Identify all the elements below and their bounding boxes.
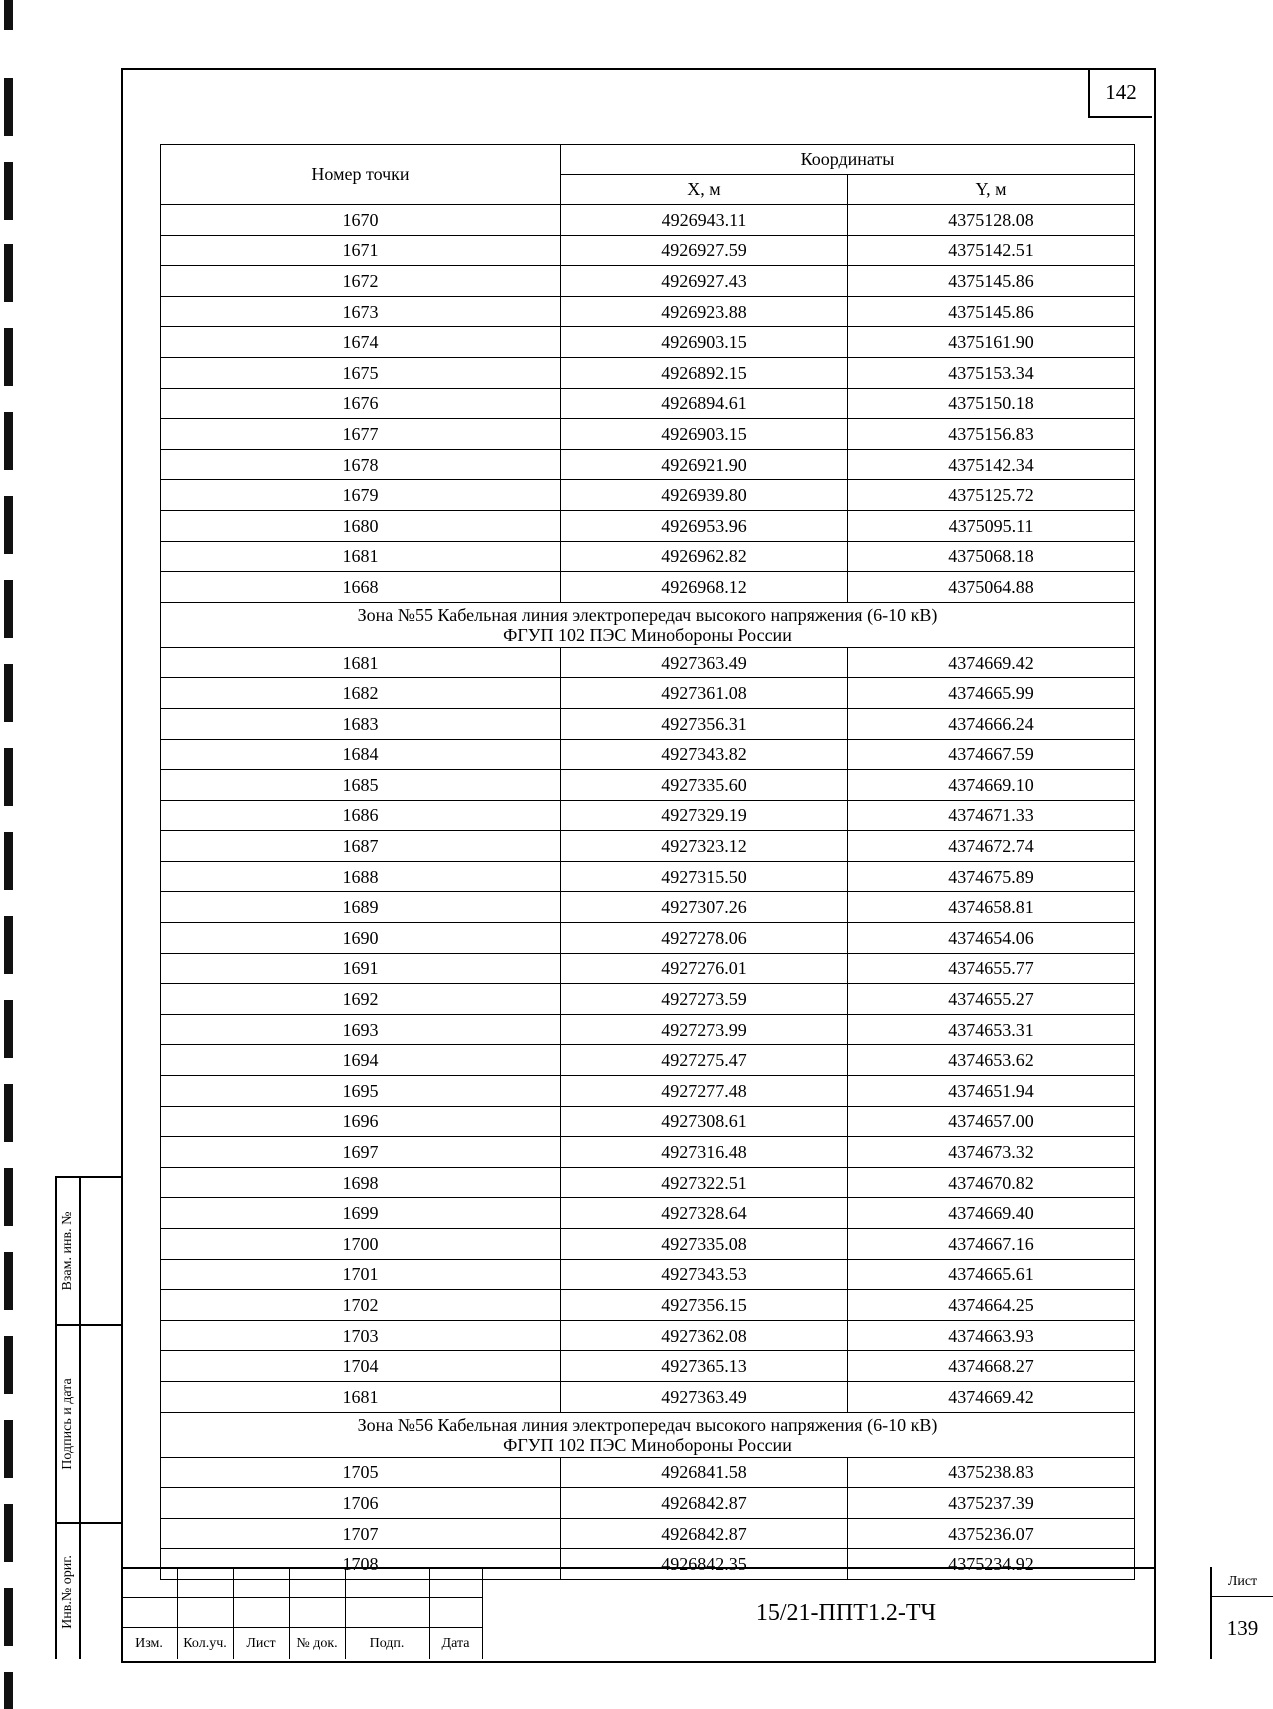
table-row (161, 831, 1135, 862)
table-row (161, 541, 1135, 572)
table-row (161, 770, 1135, 801)
point-number-cell: 1688 (161, 861, 561, 892)
y-coordinate-cell: 4374669.40 (848, 1198, 1135, 1229)
y-coordinate-cell: 4375236.07 (848, 1518, 1135, 1549)
side-stamp (55, 1176, 121, 1659)
x-coordinate-cell: 4927343.82 (561, 739, 848, 770)
table-row (161, 1137, 1135, 1168)
table-row (161, 235, 1135, 266)
y-coordinate-cell: 4374653.62 (848, 1045, 1135, 1076)
x-coordinate-cell: 4926927.43 (561, 266, 848, 297)
point-number-cell: 1699 (161, 1198, 561, 1229)
y-coordinate-cell: 4375068.18 (848, 541, 1135, 572)
table-row (161, 1076, 1135, 1107)
side-row-vzam (57, 1178, 121, 1326)
y-coordinate-cell: 4374665.61 (848, 1259, 1135, 1290)
x-coordinate-cell: 4926903.15 (561, 327, 848, 358)
y-coordinate-cell: 4374675.89 (848, 861, 1135, 892)
table-row (161, 266, 1135, 297)
y-coordinate-cell: 4375145.86 (848, 266, 1135, 297)
point-number-cell: 1698 (161, 1167, 561, 1198)
y-coordinate-cell: 4374657.00 (848, 1106, 1135, 1137)
point-number-cell: 1689 (161, 892, 561, 923)
y-coordinate-cell: 4375156.83 (848, 419, 1135, 450)
stamp-list: Лист (246, 1636, 276, 1651)
point-number-cell: 1677 (161, 419, 561, 450)
x-coordinate-cell: 4927276.01 (561, 953, 848, 984)
y-coordinate-cell: 4374658.81 (848, 892, 1135, 923)
point-number-cell: 1701 (161, 1259, 561, 1290)
y-coordinate-cell: 4375142.34 (848, 449, 1135, 480)
header-y: Y, м (848, 175, 1135, 205)
table-row (161, 1457, 1135, 1488)
x-coordinate-cell: 4927329.19 (561, 800, 848, 831)
zone-title-line2: ФГУП 102 ПЭС Минобороны России (503, 1434, 792, 1455)
x-coordinate-cell: 4927335.60 (561, 770, 848, 801)
y-coordinate-cell: 4374663.93 (848, 1320, 1135, 1351)
x-coordinate-cell: 4926953.96 (561, 510, 848, 541)
table-row (161, 678, 1135, 709)
x-coordinate-cell: 4927316.48 (561, 1137, 848, 1168)
side-label-podpis: Подпись и дата (60, 1378, 75, 1470)
y-coordinate-cell: 4375095.11 (848, 510, 1135, 541)
point-number-cell: 1686 (161, 800, 561, 831)
table-row (161, 1014, 1135, 1045)
side-row-inv (57, 1524, 121, 1659)
table-row (161, 1290, 1135, 1321)
table-row (161, 388, 1135, 419)
point-number-cell: 1705 (161, 1457, 561, 1488)
side-row-podpis (57, 1326, 121, 1524)
table-row (161, 1045, 1135, 1076)
point-number-cell: 1678 (161, 449, 561, 480)
x-coordinate-cell: 4926962.82 (561, 541, 848, 572)
y-coordinate-cell: 4375142.51 (848, 235, 1135, 266)
point-number-cell: 1696 (161, 1106, 561, 1137)
stamp-kol-uch: Кол.уч. (183, 1636, 227, 1651)
table-row (161, 357, 1135, 388)
table-row (161, 708, 1135, 739)
x-coordinate-cell: 4926968.12 (561, 572, 848, 603)
x-coordinate-cell: 4926842.87 (561, 1488, 848, 1519)
point-number-cell: 1687 (161, 831, 561, 862)
x-coordinate-cell: 4927273.59 (561, 984, 848, 1015)
table-row (161, 1320, 1135, 1351)
y-coordinate-cell: 4375128.08 (848, 205, 1135, 236)
table-row (161, 1229, 1135, 1260)
y-coordinate-cell: 4374673.32 (848, 1137, 1135, 1168)
table-row (161, 480, 1135, 511)
point-number-cell: 1683 (161, 708, 561, 739)
x-coordinate-cell: 4926841.58 (561, 1457, 848, 1488)
y-coordinate-cell: 4374664.25 (848, 1290, 1135, 1321)
sheet-box (1210, 1567, 1273, 1659)
zone-row (161, 1412, 1135, 1457)
point-number-cell: 1695 (161, 1076, 561, 1107)
point-number-cell: 1681 (161, 647, 561, 678)
x-coordinate-cell: 4927361.08 (561, 678, 848, 709)
y-coordinate-cell: 4375237.39 (848, 1488, 1135, 1519)
x-coordinate-cell: 4927322.51 (561, 1167, 848, 1198)
x-coordinate-cell: 4927362.08 (561, 1320, 848, 1351)
point-number-cell: 1690 (161, 923, 561, 954)
x-coordinate-cell: 4927315.50 (561, 861, 848, 892)
sheet-label: Лист (1212, 1567, 1273, 1597)
point-number-cell: 1704 (161, 1351, 561, 1382)
header-coordinates: Координаты (561, 145, 1135, 175)
point-number-cell: 1674 (161, 327, 561, 358)
x-coordinate-cell: 4927335.08 (561, 1229, 848, 1260)
x-coordinate-cell: 4926842.35 (561, 1549, 848, 1580)
point-number-cell: 1681 (161, 1381, 561, 1412)
y-coordinate-cell: 4374654.06 (848, 923, 1135, 954)
y-coordinate-cell: 4375234.92 (848, 1549, 1135, 1580)
y-coordinate-cell: 4374655.27 (848, 984, 1135, 1015)
table-row (161, 1167, 1135, 1198)
point-number-cell: 1707 (161, 1518, 561, 1549)
x-coordinate-cell: 4926921.90 (561, 449, 848, 480)
table-row (161, 205, 1135, 236)
side-label-vzam: Взам. инв. № (60, 1211, 75, 1291)
x-coordinate-cell: 4927275.47 (561, 1045, 848, 1076)
x-coordinate-cell: 4927308.61 (561, 1106, 848, 1137)
zone-title (161, 1412, 1135, 1457)
x-coordinate-cell: 4926927.59 (561, 235, 848, 266)
x-coordinate-cell: 4926923.88 (561, 296, 848, 327)
point-number-cell: 1703 (161, 1320, 561, 1351)
x-coordinate-cell: 4927323.12 (561, 831, 848, 862)
point-number-cell: 1675 (161, 357, 561, 388)
table-row (161, 953, 1135, 984)
point-number-cell: 1693 (161, 1014, 561, 1045)
x-coordinate-cell: 4927307.26 (561, 892, 848, 923)
document-code: 15/21-ППТ1.2-ТЧ (755, 1599, 937, 1626)
x-coordinate-cell: 4926842.87 (561, 1518, 848, 1549)
y-coordinate-cell: 4375150.18 (848, 388, 1135, 419)
point-number-cell: 1676 (161, 388, 561, 419)
y-coordinate-cell: 4374669.10 (848, 770, 1135, 801)
point-number-cell: 1706 (161, 1488, 561, 1519)
point-number-cell: 1697 (161, 1137, 561, 1168)
y-coordinate-cell: 4374668.27 (848, 1351, 1135, 1382)
point-number-cell: 1673 (161, 296, 561, 327)
point-number-cell: 1684 (161, 739, 561, 770)
y-coordinate-cell: 4374665.99 (848, 678, 1135, 709)
y-coordinate-cell: 4375064.88 (848, 572, 1135, 603)
table-row (161, 1351, 1135, 1382)
zone-title-line2: ФГУП 102 ПЭС Минобороны России (503, 624, 792, 645)
table-row (161, 1106, 1135, 1137)
stamp-data: Дата (441, 1636, 470, 1651)
x-coordinate-cell: 4927363.49 (561, 1381, 848, 1412)
point-number-cell: 1681 (161, 541, 561, 572)
point-number-cell: 1670 (161, 205, 561, 236)
y-coordinate-cell: 4374670.82 (848, 1167, 1135, 1198)
point-number-cell: 1694 (161, 1045, 561, 1076)
point-number-cell: 1679 (161, 480, 561, 511)
title-block (121, 1567, 1259, 1659)
table-row (161, 739, 1135, 770)
zone-row (161, 602, 1135, 647)
y-coordinate-cell: 4374669.42 (848, 647, 1135, 678)
y-coordinate-cell: 4375125.72 (848, 480, 1135, 511)
x-coordinate-cell: 4926943.11 (561, 205, 848, 236)
x-coordinate-cell: 4927277.48 (561, 1076, 848, 1107)
stamp-izm: Изм. (135, 1636, 163, 1651)
stamp-n-dok: № док. (296, 1636, 338, 1651)
x-coordinate-cell: 4927356.15 (561, 1290, 848, 1321)
table-row (161, 449, 1135, 480)
x-coordinate-cell: 4927273.99 (561, 1014, 848, 1045)
y-coordinate-cell: 4374651.94 (848, 1076, 1135, 1107)
y-coordinate-cell: 4375161.90 (848, 327, 1135, 358)
point-number-cell: 1692 (161, 984, 561, 1015)
table-row (161, 510, 1135, 541)
header-x: X, м (561, 175, 848, 205)
y-coordinate-cell: 4374672.74 (848, 831, 1135, 862)
point-number-cell: 1680 (161, 510, 561, 541)
point-number-cell: 1668 (161, 572, 561, 603)
table-row (161, 572, 1135, 603)
table-row (161, 923, 1135, 954)
zone-title-line1: Зона №55 Кабельная линия электропередач высокого напряжения (6-10 кВ) (357, 604, 938, 625)
table-row (161, 419, 1135, 450)
x-coordinate-cell: 4927343.53 (561, 1259, 848, 1290)
point-number-cell: 1708 (161, 1549, 561, 1580)
y-coordinate-cell: 4375238.83 (848, 1457, 1135, 1488)
x-coordinate-cell: 4926892.15 (561, 357, 848, 388)
y-coordinate-cell: 4374653.31 (848, 1014, 1135, 1045)
x-coordinate-cell: 4927356.31 (561, 708, 848, 739)
x-coordinate-cell: 4927365.13 (561, 1351, 848, 1382)
table-row (161, 296, 1135, 327)
point-number-cell: 1672 (161, 266, 561, 297)
y-coordinate-cell: 4375153.34 (848, 357, 1135, 388)
y-coordinate-cell: 4374671.33 (848, 800, 1135, 831)
sheet-number: 139 (1226, 1615, 1259, 1640)
header-point-number: Номер точки (161, 145, 561, 205)
y-coordinate-cell: 4374655.77 (848, 953, 1135, 984)
x-coordinate-cell: 4926903.15 (561, 419, 848, 450)
table-row (161, 861, 1135, 892)
x-coordinate-cell: 4926894.61 (561, 388, 848, 419)
zone-title (161, 602, 1135, 647)
point-number-cell: 1671 (161, 235, 561, 266)
table-row (161, 1198, 1135, 1229)
coordinates-table (160, 144, 1135, 1580)
y-coordinate-cell: 4374666.24 (848, 708, 1135, 739)
x-coordinate-cell: 4927363.49 (561, 647, 848, 678)
table-row (161, 1259, 1135, 1290)
y-coordinate-cell: 4374667.16 (848, 1229, 1135, 1260)
x-coordinate-cell: 4927278.06 (561, 923, 848, 954)
y-coordinate-cell: 4375145.86 (848, 296, 1135, 327)
y-coordinate-cell: 4374667.59 (848, 739, 1135, 770)
side-label-inv: Инв.№ ориг. (60, 1554, 75, 1629)
table-row (161, 1518, 1135, 1549)
table-row (161, 327, 1135, 358)
x-coordinate-cell: 4927328.64 (561, 1198, 848, 1229)
table-row (161, 984, 1135, 1015)
x-coordinate-cell: 4926939.80 (561, 480, 848, 511)
point-number-cell: 1691 (161, 953, 561, 984)
table-row (161, 647, 1135, 678)
point-number-cell: 1682 (161, 678, 561, 709)
top-page-number: 142 (1088, 68, 1152, 118)
zone-title-line1: Зона №56 Кабельная линия электропередач высокого напряжения (6-10 кВ) (357, 1414, 938, 1435)
y-coordinate-cell: 4374669.42 (848, 1381, 1135, 1412)
point-number-cell: 1702 (161, 1290, 561, 1321)
stamp-podp: Подп. (369, 1636, 405, 1651)
table-row (161, 892, 1135, 923)
table-row (161, 800, 1135, 831)
table-row (161, 1381, 1135, 1412)
point-number-cell: 1685 (161, 770, 561, 801)
point-number-cell: 1700 (161, 1229, 561, 1260)
table-row (161, 1488, 1135, 1519)
binding-edge-marks (0, 0, 14, 1709)
